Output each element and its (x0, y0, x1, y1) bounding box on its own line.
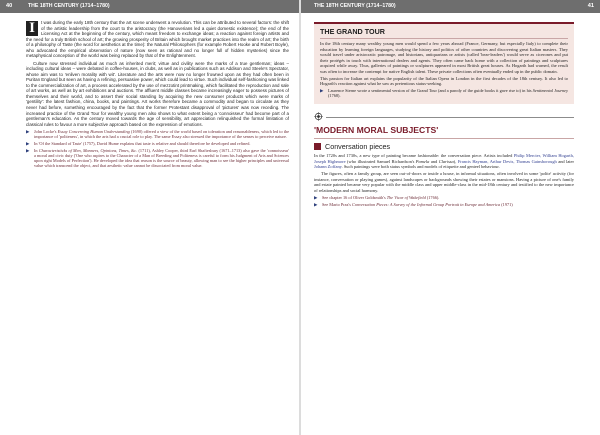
right-running-title: THE 18TH CENTURY (1714–1780) (314, 3, 396, 9)
divider-line (326, 117, 574, 118)
artist-names-2: Francis Hayman, Arthur Devis, Thomas Gainsborough (457, 158, 557, 164)
opening-paragraph (26, 20, 289, 59)
triangle-bullet-icon: ▶ (26, 141, 30, 147)
triangle-bullet-icon: ▶ (26, 129, 30, 135)
subheading-label: Conversation pieces (325, 142, 391, 152)
triangle-bullet-icon: ▶ (320, 88, 324, 94)
left-running-title: THE 18TH CENTURY (1714–1780) (28, 3, 110, 9)
grand-tour-paragraph-2: This passion for Italian art explains the popularity of the Italian Opera in London in the first decades of the 18th century. It also led to Hogarth's reaction against what he saw as pretentious status-seeking. (320, 75, 568, 87)
paragraph-conversation-piece: In the 1720s and 1730s, a new type of painting became fashionable: the conversation piece. Artists included Philip Mercier, William Hogarth, Joseph Highmore (who illustrated Samuel Richardson's Pamela and Clarissa), Francis Hayman, Arthur Devis, Thomas Gainsborough and later Johann Zoffany. Such paintings were both status symbols and models of etiquette and genteel behaviour. (314, 153, 574, 170)
left-page (0, 0, 299, 435)
subheading-conversation-pieces (314, 142, 574, 151)
grand-tour-box (314, 22, 574, 104)
artist-names-1: Philip Mercier, William Hogarth, Joseph Highmore (314, 153, 574, 164)
paragraph-art-revolution: t was during the early 18th century that the art scene underwent a revolution. This can be attributed to several factors: the shift of the artistic leadership from the court to the aristocracy (the Hanoverians led a quiet domestic existence); the end of the Licensing Act at the beginning of the century, which meant freedom to exchange ideas; a reaction against foreign artists and the need for a truly British school of art; the growing prosperity of Britain which brought market practices into the realm of art; the birth of a philosophy of Taste (the word for aesthetics at the time): the Natural Philosophers (for example Robert Hooke and Robert Boyle), who advocated the empirical observation of nature (now seen as rational and no longer full of hidden mysteries) since the metaphysical conception of the world was being replaced by that of the Enlightenment. (26, 20, 289, 59)
triangle-bullet-icon: ▶ (314, 194, 318, 200)
note-locke: ▶ John Locke's Essay Concerning Human Understanding (1690) offered a view of the world based on toleration and reasonableness, which led to the importance of 'politeness', in which the arts had a crucial role to play. The same Essay also stressed the importance of the senses to perceive nature. (26, 129, 290, 140)
right-page (301, 0, 600, 435)
right-page-number: 41 (587, 3, 594, 9)
triangle-bullet-icon: ▶ (314, 201, 318, 207)
triangle-bullet-icon: ▶ (26, 147, 30, 153)
note-sterne: ▶ Laurence Sterne wrote a sentimental version of the Grand Tour (and a parody of the guide books it gave rise to) in his Sentimental Journey (1768). (320, 88, 568, 99)
left-notes (26, 129, 289, 168)
left-running-header (0, 0, 299, 13)
grand-tour-paragraph-1: In the 18th century many wealthy young men would spend a few years abroad (France, Germany, but especially Italy) to complete their education by learning foreign languages, studying the history and politics of other countries and discovering great Italian masters. They would travel under aristocratic patronage, and historians, antiquarians or artists (called 'bear-leaders') would serve as cicerones and put their protégés in touch with international dealers and agents. They often came back home with a collection of paintings and sculptures acquired while away. Thus, galleries of paintings or sculptures appeared in most British great houses. As Hogarth had warned, the result was often to increase the contempt for native English talent. These private collections often eventually ended up in the public domain. (320, 41, 568, 74)
paragraph-figures: The figures, often a family group, are seen out-of-doors or inside a house, in informal situations, often involved in some 'polite' activity (for instance, conversation or playing games), against landscapes or backgrounds showing their estates or mansions. Having a picture of one's family and estate painted became very popular with the middle class and upper middle-class in the mid-18th century and testified to the new importance of relationships and social harmony. (314, 171, 574, 193)
section-title-modern-moral-subjects: 'MODERN MORAL SUBJECTS' (314, 125, 574, 139)
square-bullet-icon (314, 143, 321, 150)
left-content (26, 20, 289, 170)
paragraph-culture: Culture now stressed individual as much as inherited merit; virtue and civility were the marks of a true gentleman; ideas – including cultural ideas – were debated in coffee-houses, in clubs, as well as in publications such as Addison and Steele's Spectator, whose aim was to 'enliven morality with wit'. Literature and the arts were now no longer frowned upon as they had often been in Puritan England but seen as having a refining, persuasive power, which could lead to virtue. Such individual self-fashioning was linked to the commercialization of art, a process accelerated by the use of mezzotint printmaking, which facilitated the reproduction and sale of art works, as well as by art exhibitions and auctions. The affluent middle classes became increasingly eager to possess pictures of themselves and their world, and to assert their social standing by acquiring the new consumer products which were marks of 'gentility': the latest fashion, china, books, and paintings. Art works therefore became a commodity and began to circulate as they never had before, something encouraged by the fact that the former Protestant disapproval of 'pictures' was now receding. The increased practice of the Grand Tour for wealthy young men also shows to what extent being a 'connoisseur' had become part of a gentleman's education. As the century moved towards the age of sensibility, art appreciation relinquished the formal limitation of classical rules to favour a more subjective approach based on the expression of emotions. (26, 60, 289, 127)
note-hume: ▶ In 'Of the Standard of Taste' (1757), David Hume explains that taste is relative and should therefore be developed and refined. (26, 141, 251, 147)
grand-tour-title: THE GRAND TOUR (320, 27, 568, 39)
registration-mark-icon (314, 112, 323, 121)
note-praz: ▶ See Mario Praz's Conversation Pieces: A Survey of the Informal Group Portrait in Europe and America (1971) (314, 201, 513, 207)
note-goldsmith: ▶ See chapter 16 of Oliver Goldsmith's The Vicar of Wakefield (1766). (314, 194, 440, 200)
right-running-header (301, 0, 600, 13)
left-page-number: 40 (6, 3, 13, 9)
right-content (314, 20, 574, 208)
artist-names-3: Johann Zoffany (314, 164, 342, 170)
drop-cap: I (26, 21, 38, 36)
note-shaftesbury: ▶ In Characteristicks of Men, Manners, Opinions, Times, &c. (1711), Ashley Cooper, third Earl Shaftesbury (1671–1713) also gave the 'connoisseur' a moral and civic duty ('One who aspires to the Character of a Man of Breeding and Politeness is careful to form his Judgment of Arts and Sciences upon right Models of Perfection'). He developed the idea that reason is the source of beauty, allowing man to see the higher principles and universal value which transcend the object, and that aesthetic value cannot be dissociated from moral value. (26, 147, 289, 169)
section-divider (314, 112, 574, 122)
